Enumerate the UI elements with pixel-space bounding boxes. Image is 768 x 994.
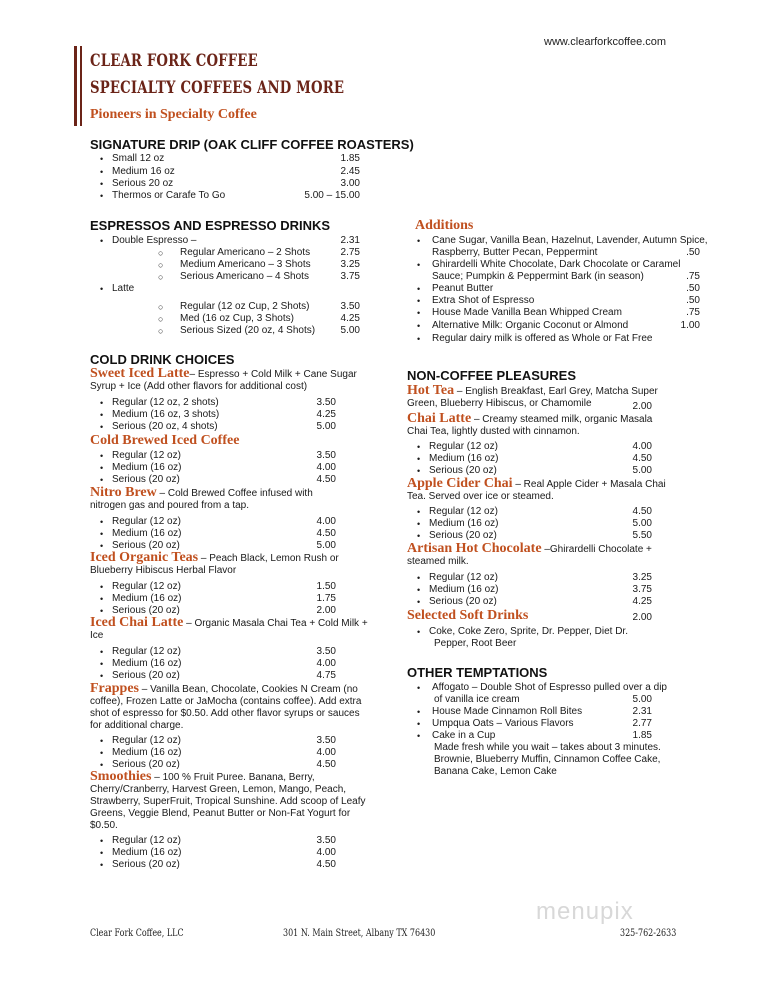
list-item: • Small 12 oz 1.85 [100, 153, 360, 164]
list-item: • Serious (20 oz) 4.50 [100, 859, 336, 870]
watermark-logo: menupix [536, 898, 634, 925]
list-item: Pepper, Root Beer [434, 638, 517, 649]
list-item: • Medium (16 oz) 4.50 [417, 453, 652, 464]
footer-company: Clear Fork Coffee, LLC [90, 928, 184, 939]
list-item: ○ Serious Americano – 4 Shots 3.75 [158, 271, 360, 282]
list-item: • Serious (20 oz) 5.00 [100, 540, 336, 551]
list-item: • Cake in a Cup 1.85 [417, 730, 652, 741]
list-item: • Ghirardelli White Chocolate, Dark Chocolate or Caramel [417, 259, 681, 270]
list-item: • Regular dairy milk is offered as Whole or Fat Free [417, 333, 653, 344]
website-link[interactable]: www.clearforkcoffee.com [544, 36, 667, 48]
list-item: • Serious (20 oz) 5.00 [417, 465, 652, 476]
list-item: • Medium 16 oz 2.45 [100, 166, 360, 177]
list-item: • Medium (16 oz) 4.00 [100, 747, 336, 758]
list-item: • Medium (16 oz) 4.00 [100, 847, 336, 858]
list-item: of vanilla ice cream 5.00 [434, 694, 652, 705]
list-item: • Alternative Milk: Organic Coconut or Almond 1.00 [417, 320, 700, 331]
tagline: Pioneers in Specialty Coffee [90, 107, 257, 122]
item-sweet-iced-latte: Sweet Iced Latte– Espresso + Cold Milk + Cane Sugar Syrup + Ice (Add other flavors for additional cost) [90, 366, 357, 392]
section-title-cold-drinks: COLD DRINK CHOICES [90, 352, 235, 367]
list-item: • Serious (20 oz) 4.50 [100, 474, 336, 485]
cake-note: Made fresh while you wait – takes about 3 minutes. Brownie, Blueberry Muffin, Cinnamon Coffee Cake, Banana Cake, Lemon Cake [434, 742, 661, 777]
list-item: • Serious (20 oz) 4.50 [100, 759, 336, 770]
list-item: • Medium (16 oz, 3 shots) 4.25 [100, 409, 336, 420]
list-item: • House Made Cinnamon Roll Bites 2.31 [417, 706, 652, 717]
list-item: ○ Regular (12 oz Cup, 2 Shots) 3.50 [158, 301, 360, 312]
item-soft-drinks-price: 2.00 [632, 612, 652, 623]
brand-subtitle: SPECIALTY COFFEES AND MORE [90, 78, 345, 98]
list-item: • Serious 20 oz 3.00 [100, 178, 360, 189]
list-item: • Serious (20 oz) 4.75 [100, 670, 336, 681]
list-item: • Regular (12 oz, 2 shots) 3.50 [100, 397, 336, 408]
item-cold-brew: Cold Brewed Iced Coffee [90, 433, 240, 448]
list-item: Sauce; Pumpkin & Peppermint Bark (in season) .75 [432, 271, 700, 282]
item-apple-cider-chai: Apple Cider Chai – Real Apple Cider + Masala Chai Tea. Served over ice or steamed. [407, 476, 666, 502]
item-hot-tea-price: 2.00 [632, 401, 652, 412]
item-hot-chocolate: Artisan Hot Chocolate –Ghirardelli Chocolate + steamed milk. [407, 541, 652, 567]
item-nitro-brew: Nitro Brew – Cold Brewed Coffee infused with nitrogen gas and poured from a tap. [90, 485, 313, 511]
list-item: ○ Serious Sized (20 oz, 4 Shots) 5.00 [158, 325, 360, 336]
list-item: • Double Espresso – 2.31 [100, 235, 360, 246]
brand-title: CLEAR FORK COFFEE [90, 51, 258, 71]
list-item: ○ Medium Americano – 3 Shots 3.25 [158, 259, 360, 270]
list-item: • Medium (16 oz) 4.00 [100, 462, 336, 473]
item-iced-chai: Iced Chai Latte – Organic Masala Chai Tea + Cold Milk + Ice [90, 615, 368, 641]
list-item: • Regular (12 oz) 3.50 [100, 646, 336, 657]
item-smoothies: Smoothies – 100 % Fruit Puree. Banana, Berry, Cherry/Cranberry, Harvest Green, Lemon, Mango, Peach, Strawberry, SuperFruit, Tropical Sunshine. Add scoop of Leafy Greens, Veggie Blend, Peanut Butter or Non-Fat Yogurt for $0.50. [90, 769, 366, 831]
list-item: • Affogato – Double Shot of Espresso pulled over a dip [417, 682, 667, 693]
item-chai-latte: Chai Latte – Creamy steamed milk, organic Masala Chai Tea, lightly dusted with cinnamon. [407, 411, 653, 437]
list-item: • Extra Shot of Espresso .50 [417, 295, 700, 306]
list-item: • Serious (20 oz) 2.00 [100, 605, 336, 616]
footer-phone: 325-762-2633 [620, 928, 677, 939]
brand-bars [74, 46, 84, 126]
item-frappes: Frappes – Vanilla Bean, Chocolate, Cookies N Cream (no coffee), Frozen Latte or JaMocha (contains coffee). Add extra shot of espresso for $0.50. Add other flavor syrups or sauces for additional charge. [90, 681, 362, 731]
list-item: • Medium (16 oz) 4.00 [100, 658, 336, 669]
list-item: • Regular (12 oz) 3.50 [100, 735, 336, 746]
section-title-non-coffee: NON-COFFEE PLEASURES [407, 368, 577, 383]
list-item: ○ Regular Americano – 2 Shots 2.75 [158, 247, 360, 258]
list-item: • Medium (16 oz) 4.50 [100, 528, 336, 539]
list-item: • Serious (20 oz, 4 shots) 5.00 [100, 421, 336, 432]
list-item: • Thermos or Carafe To Go 5.00 – 15.00 [100, 190, 360, 201]
list-item: • Peanut Butter .50 [417, 283, 700, 294]
item-soft-drinks: Selected Soft Drinks [407, 608, 529, 623]
section-title-espressos: ESPRESSOS AND ESPRESSO DRINKS [90, 218, 331, 233]
list-item: • Coke, Coke Zero, Sprite, Dr. Pepper, Diet Dr. [417, 626, 628, 637]
list-item: • Regular (12 oz) 4.50 [417, 506, 652, 517]
list-item: • House Made Vanilla Bean Whipped Cream .75 [417, 307, 700, 318]
list-item: • Regular (12 oz) 3.25 [417, 572, 652, 583]
item-iced-teas: Iced Organic Teas – Peach Black, Lemon Rush or Blueberry Hibiscus Herbal Flavor [90, 550, 339, 576]
list-item: • Regular (12 oz) 3.50 [100, 450, 336, 461]
section-title-signature-drip: SIGNATURE DRIP (OAK CLIFF COFFEE ROASTERS) [90, 137, 414, 152]
list-item: • Serious (20 oz) 4.25 [417, 596, 652, 607]
list-item: • Regular (12 oz) 4.00 [100, 516, 336, 527]
list-item: • Medium (16 oz) 3.75 [417, 584, 652, 595]
list-item: Raspberry, Butter Pecan, Peppermint .50 [432, 247, 700, 258]
list-item: • Umpqua Oats – Various Flavors 2.77 [417, 718, 652, 729]
list-item: • Medium (16 oz) 5.00 [417, 518, 652, 529]
list-item: • Medium (16 oz) 1.75 [100, 593, 336, 604]
footer-address: 301 N. Main Street, Albany TX 76430 [283, 928, 436, 939]
list-item: • Regular (12 oz) 3.50 [100, 835, 336, 846]
list-item: • Cane Sugar, Vanilla Bean, Hazelnut, Lavender, Autumn Spice, [417, 235, 708, 246]
list-item: • Regular (12 oz) 1.50 [100, 581, 336, 592]
list-item: ○ Med (16 oz Cup, 3 Shots) 4.25 [158, 313, 360, 324]
list-item: • Serious (20 oz) 5.50 [417, 530, 652, 541]
section-title-temptations: OTHER TEMPTATIONS [407, 665, 548, 680]
section-title-additions: Additions [415, 218, 474, 233]
item-hot-tea: Hot Tea – English Breakfast, Earl Grey, Matcha Super Green, Blueberry Hibiscus, or Chamomile [407, 383, 658, 409]
list-item: • Latte [100, 283, 135, 294]
list-item: • Regular (12 oz) 4.00 [417, 441, 652, 452]
